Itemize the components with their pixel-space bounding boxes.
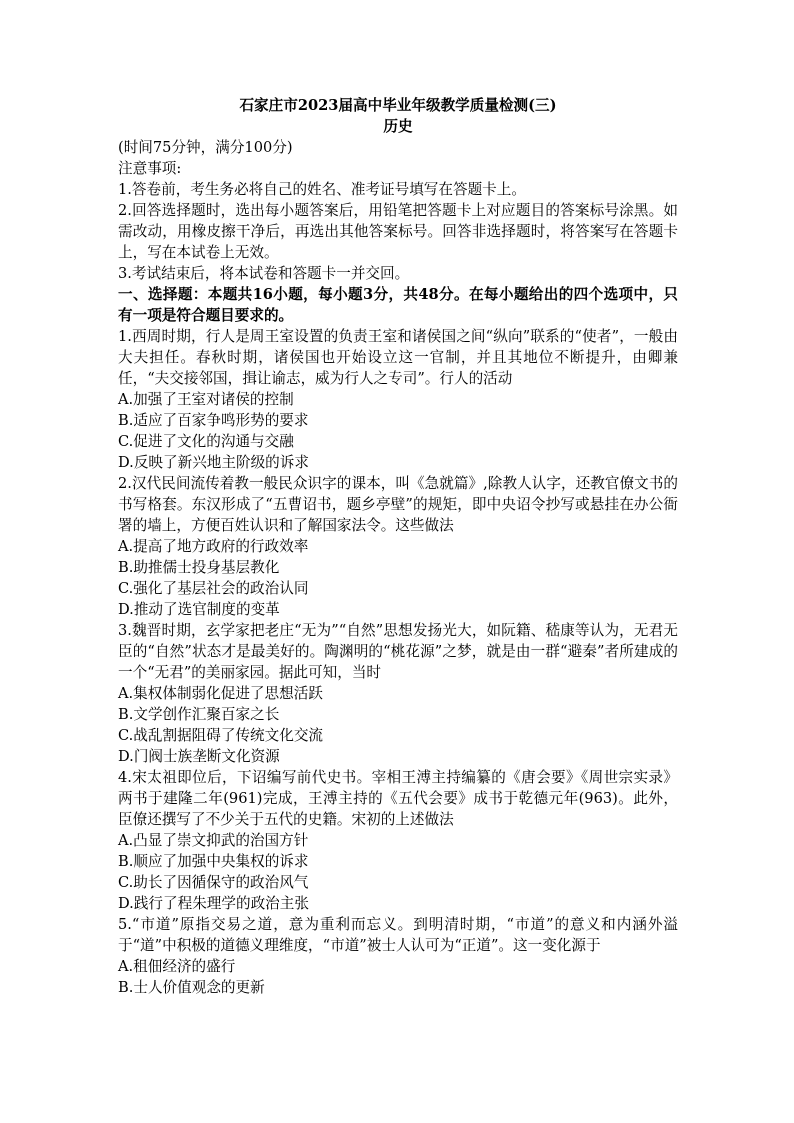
option-a: A.集权体制弱化促进了思想活跃 [118, 685, 323, 702]
option-c: C.强化了基层社会的政治认同 [118, 580, 309, 597]
exam-page [118, 95, 678, 998]
option-c: C.助长了因循保守的政治风气 [118, 874, 309, 891]
option-b: B.助推儒士投身基层教化 [118, 559, 280, 576]
question-stem: 2.汉代民间流传着教一般民众识字的课本，叫《急就篇》,除教人认字，还教官僚文书的书写格套。东汉形成了“五曹诏书，题乡亭壁”的规矩，即中央诏令抄写或悬挂在办公衙署的墙上，方便百姓认识和了解国家法令。这些做法 [118, 475, 678, 534]
question-5 [118, 914, 678, 998]
option-a: A.加强了王室对诸侯的控制 [118, 391, 294, 408]
option-d: D.反映了新兴地主阶级的诉求 [118, 454, 309, 471]
exam-title: 石家庄市2023届高中毕业年级教学质量检测(三) [239, 97, 557, 114]
question-stem: 5.“市道”原指交易之道，意为重利而忘义。到明清时期，“市道”的意义和内涵外溢于“道”中积极的道德义理维度，“市道”被士人认可为“正道”。这一变化源于 [118, 916, 678, 954]
option-b: B.适应了百家争鸣形势的要求 [118, 412, 309, 429]
option-a: A.租佃经济的盛行 [118, 958, 236, 975]
question-stem: 4.宋太祖即位后，下诏编写前代史书。宰相王溥主持编纂的《唐会要》《周世宗实录》两书于建隆二年(961)完成，王溥主持的《五代会要》成书于乾德元年(963)。此外，臣僚还撰写了不少关于五代的史籍。宋初的上述做法 [118, 769, 678, 828]
question-3 [118, 620, 678, 767]
option-c: C.战乱割据阻碍了传统文化交流 [118, 727, 324, 744]
option-b: B.文学创作汇聚百家之长 [118, 706, 280, 723]
question-1 [118, 326, 678, 473]
option-b: B.顺应了加强中央集权的诉求 [118, 853, 309, 870]
question-stem: 3.魏晋时期，玄学家把老庄“无为”“自然”思想发扬光大，如阮籍、嵇康等认为，无君无臣的“自然”状态才是最美好的。陶渊明的“桃花源”之梦，就是由一群“避秦”者所建成的一个“无君”的美丽家园。据此可知，当时 [118, 622, 678, 681]
option-c: C.促进了文化的沟通与交融 [118, 433, 294, 450]
notice-item-2: 2.回答选择题时，选出每小题答案后，用铅笔把答题卡上对应题目的答案标号涂黑。如需改动，用橡皮擦干净后，再选出其他答案标号。回答非选择题时，将答案写在答题卡上，写在本试卷上无效。 [118, 202, 678, 261]
option-d: D.践行了程朱理学的政治主张 [118, 895, 309, 912]
question-2 [118, 473, 678, 620]
section-heading: 一、选择题：本题共16小题，每小题3分，共48分。在每小题给出的四个选项中，只有一项是符合题目要求的。 [118, 286, 678, 324]
option-d: D.门阀士族垄断文化资源 [118, 748, 280, 765]
notice-item-1: 1.答卷前，考生务必将自己的姓名、准考证号填写在答题卡上。 [118, 181, 526, 198]
exam-subject: 历史 [383, 118, 413, 135]
notice-item-3: 3.考试结束后，将本试卷和答题卡一并交回。 [118, 265, 410, 282]
notice-heading: 注意事项: [118, 160, 182, 177]
option-d: D.推动了选官制度的变革 [118, 601, 280, 618]
option-b: B.士人价值观念的更新 [118, 979, 265, 996]
option-a: A.凸显了崇文抑武的治国方针 [118, 832, 309, 849]
question-stem: 1.西周时期，行人是周王室设置的负责王室和诸侯国之间“纵向”联系的“使者”，一般由大夫担任。春秋时期，诸侯国也开始设立这一官制，并且其地位不断提升，由卿兼任，“夫交接邻国，揖让谕志，威为行人之专司”。行人的活动 [118, 328, 678, 387]
time-info: (时间75分钟，满分100分) [118, 139, 293, 156]
question-4 [118, 767, 678, 914]
option-a: A.提高了地方政府的行政效率 [118, 538, 309, 555]
